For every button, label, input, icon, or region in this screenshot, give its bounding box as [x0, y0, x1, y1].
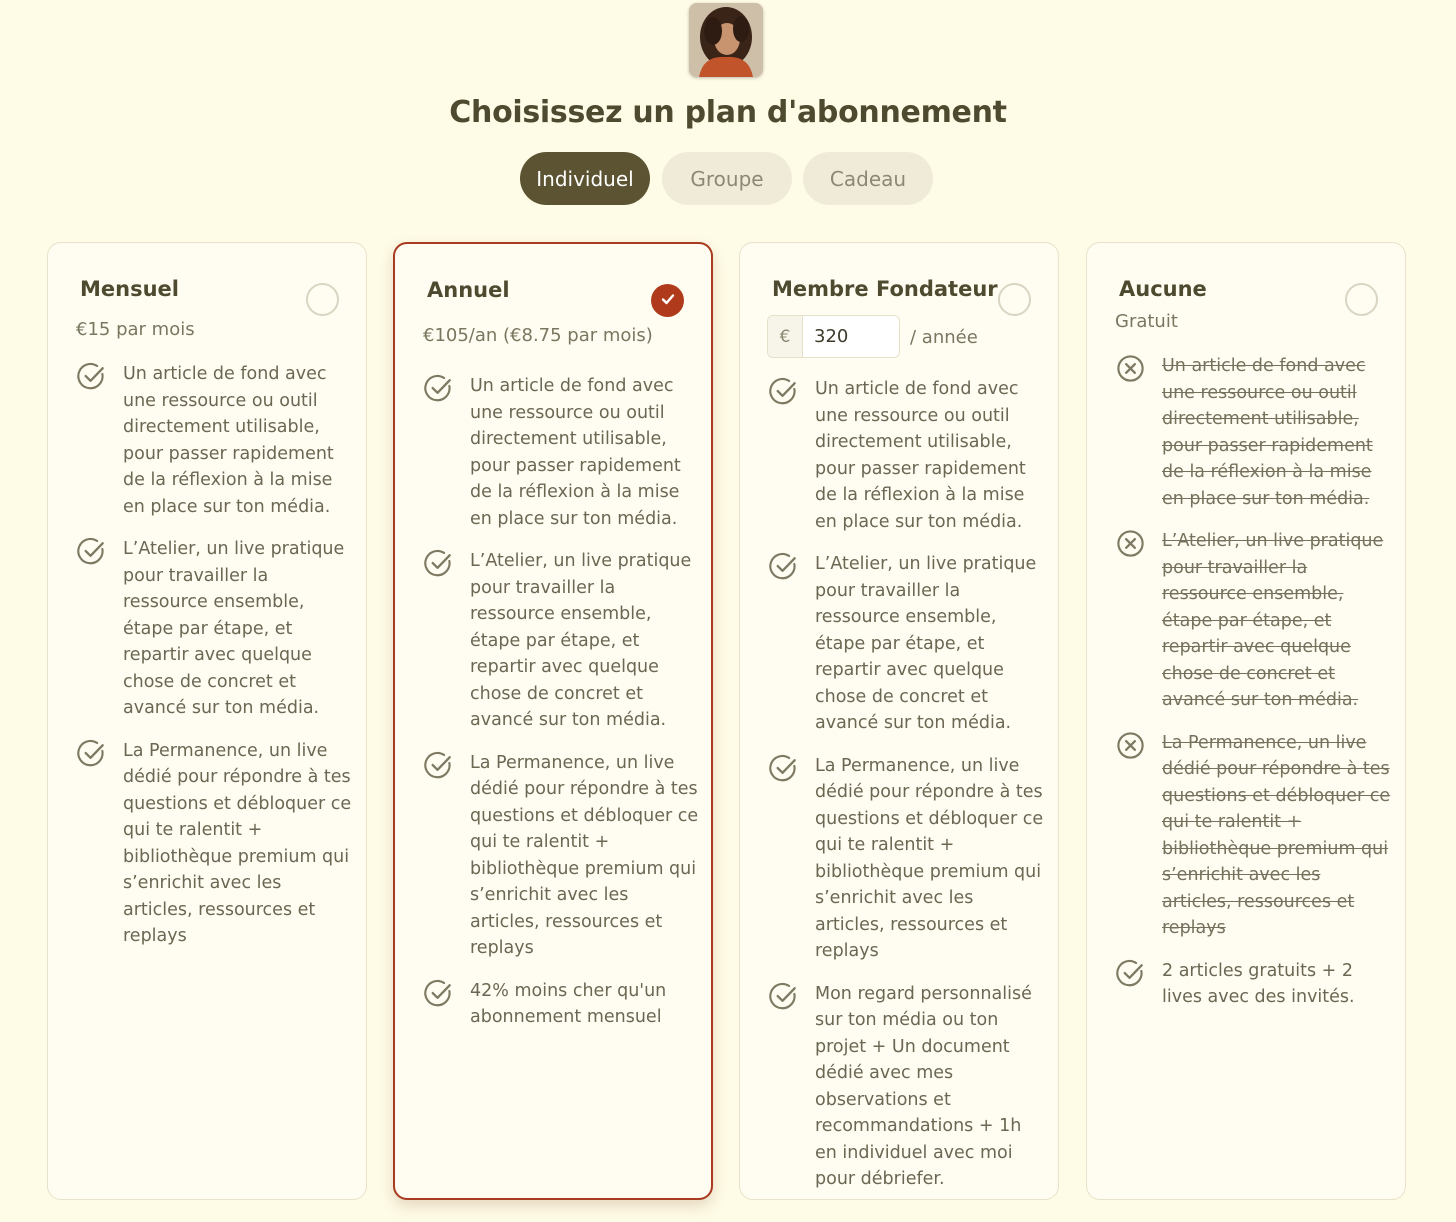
feature-text: L’Atelier, un live pratique pour travailler la ressource ensemble, étape par étape, et repartir avec quelque chose de concret et avancé sur ton média.: [815, 554, 1037, 733]
feature-text: L’Atelier, un live pratique pour travailler la ressource ensemble, étape par étape, et repartir avec quelque chose de concret et avancé sur ton média.: [123, 539, 345, 718]
check-circle-icon: [768, 376, 799, 407]
check-circle-icon: [76, 738, 107, 769]
feature-text: Mon regard personnalisé sur ton média ou ton projet + Un document dédié avec mes observations et recommandations + 1h en individuel avec moi pour débriefer.: [815, 983, 1032, 1189]
checkmark-icon: [659, 290, 677, 312]
feature-item: [423, 548, 701, 734]
feature-item: [423, 373, 701, 532]
x-circle-icon: [1115, 353, 1146, 384]
feature-item: [768, 376, 1048, 535]
x-circle-icon: [1115, 730, 1146, 761]
feature-text: La Permanence, un live dédié pour répondre à tes questions et débloquer ce qui te ralentit + bibliothèque premium qui s’enrichit avec les articles, ressources et replays: [470, 752, 699, 958]
plan-radio-aucune[interactable]: [1345, 283, 1378, 316]
check-circle-icon: [423, 978, 454, 1009]
feature-item: [423, 750, 701, 962]
check-circle-icon: [1115, 958, 1146, 989]
feature-text: L’Atelier, un live pratique pour travailler la ressource ensemble, étape par étape, et repartir avec quelque chose de concret et avancé sur ton média.: [1162, 531, 1384, 710]
plan-title: Mensuel: [80, 277, 179, 301]
feature-item: [76, 361, 356, 520]
feature-list: [768, 376, 1048, 1209]
feature-item: [1115, 730, 1395, 942]
check-circle-icon: [76, 536, 107, 567]
x-circle-icon: [1115, 528, 1146, 559]
check-circle-icon: [768, 753, 799, 784]
check-circle-icon: [423, 548, 454, 579]
feature-item: [768, 981, 1048, 1193]
feature-item: [76, 738, 356, 950]
feature-list: [1115, 353, 1395, 1027]
tab-individuel[interactable]: Individuel: [520, 152, 650, 205]
check-circle-icon: [423, 750, 454, 781]
plan-radio-mensuel[interactable]: [306, 283, 339, 316]
feature-list: [423, 373, 701, 1047]
price-field: [767, 315, 900, 358]
currency-symbol: €: [768, 316, 803, 357]
plan-title: Membre Fondateur: [772, 277, 998, 301]
feature-item: [1115, 353, 1395, 512]
feature-text: 2 articles gratuits + 2 lives avec des invités.: [1162, 960, 1355, 1007]
check-circle-icon: [768, 981, 799, 1012]
feature-item: [1115, 528, 1395, 714]
check-circle-icon: [768, 551, 799, 582]
plan-title: Annuel: [427, 278, 510, 302]
plan-card-membre-fondateur[interactable]: [739, 242, 1059, 1200]
feature-text: Un article de fond avec une ressource ou outil directement utilisable, pour passer rapidement de la réflexion à la mise en place sur ton média.: [815, 379, 1026, 532]
plan-price: €15 par mois: [76, 319, 195, 340]
feature-text: Un article de fond avec une ressource ou outil directement utilisable, pour passer rapidement de la réflexion à la mise en place sur ton média.: [123, 364, 334, 517]
feature-item: [768, 753, 1048, 965]
feature-item: [1115, 958, 1395, 1011]
plan-type-tabs: [0, 152, 1456, 205]
feature-item: [76, 536, 356, 722]
plan-title: Aucune: [1119, 277, 1207, 301]
price-period: / année: [910, 327, 978, 348]
feature-list: [76, 361, 356, 966]
feature-text: La Permanence, un live dédié pour répondre à tes questions et débloquer ce qui te ralentit + bibliothèque premium qui s’enrichit avec les articles, ressources et replays: [1162, 732, 1391, 938]
feature-item: [768, 551, 1048, 737]
plan-price: Gratuit: [1115, 311, 1178, 332]
feature-text: La Permanence, un live dédié pour répondre à tes questions et débloquer ce qui te ralentit + bibliothèque premium qui s’enrichit avec les articles, ressources et replays: [123, 740, 352, 946]
feature-text: La Permanence, un live dédié pour répondre à tes questions et débloquer ce qui te ralentit + bibliothèque premium qui s’enrichit avec les articles, ressources et replays: [815, 755, 1044, 961]
price-input[interactable]: [803, 316, 898, 357]
feature-text: Un article de fond avec une ressource ou outil directement utilisable, pour passer rapidement de la réflexion à la mise en place sur ton média.: [470, 376, 681, 529]
plan-radio-membre-fondateur[interactable]: [998, 283, 1031, 316]
plan-card-mensuel[interactable]: [47, 242, 367, 1200]
feature-text: 42% moins cher qu'un abonnement mensuel: [470, 980, 667, 1027]
tab-cadeau[interactable]: Cadeau: [803, 152, 933, 205]
feature-text: L’Atelier, un live pratique pour travailler la ressource ensemble, étape par étape, et repartir avec quelque chose de concret et avancé sur ton média.: [470, 551, 692, 730]
check-circle-icon: [423, 373, 454, 404]
plan-card-aucune[interactable]: [1086, 242, 1406, 1200]
check-circle-icon: [76, 361, 107, 392]
tab-groupe[interactable]: Groupe: [662, 152, 792, 205]
feature-text: Un article de fond avec une ressource ou outil directement utilisable, pour passer rapidement de la réflexion à la mise en place sur ton média.: [1162, 356, 1373, 509]
plan-card-annuel[interactable]: [393, 242, 713, 1200]
avatar: [689, 3, 763, 77]
plan-price: €105/an (€8.75 par mois): [423, 325, 653, 346]
feature-item: [423, 978, 701, 1031]
plan-radio-annuel[interactable]: [651, 284, 684, 317]
page-title: Choisissez un plan d'abonnement: [449, 95, 1007, 130]
